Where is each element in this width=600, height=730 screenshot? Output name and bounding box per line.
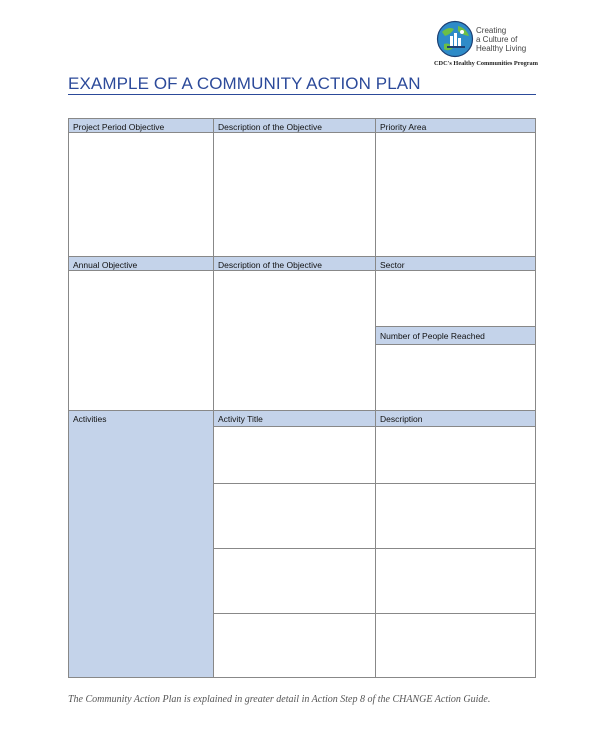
annual-objective-cell[interactable] <box>68 270 214 411</box>
footer-note: The Community Action Plan is explained in greater detail in Action Step 8 of the CHANGE Action Guide. <box>68 694 491 705</box>
header-sector <box>375 256 536 271</box>
number-of-people-reached-cell[interactable] <box>375 344 536 411</box>
header-label: Annual Objective <box>73 260 138 270</box>
activity-title-cell-2[interactable] <box>213 483 376 549</box>
activity-description-cell-3[interactable] <box>375 548 536 614</box>
activity-description-cell-1[interactable] <box>375 426 536 484</box>
header-label: Priority Area <box>380 122 427 132</box>
page-title: EXAMPLE OF A COMMUNITY ACTION PLAN <box>68 74 421 93</box>
header-annual-objective <box>68 256 214 271</box>
logo-line-2: a Culture of <box>476 35 518 44</box>
header-description <box>375 410 536 427</box>
header-label: Number of People Reached <box>380 331 485 341</box>
activity-title-cell-4[interactable] <box>213 613 376 678</box>
priority-area-cell[interactable] <box>375 132 536 257</box>
description-objective-1-cell[interactable] <box>213 132 376 257</box>
header-activity-title <box>213 410 376 427</box>
description-objective-2-cell[interactable] <box>213 270 376 411</box>
activity-title-cell-1[interactable] <box>213 426 376 484</box>
project-period-objective-cell[interactable] <box>68 132 214 257</box>
activity-description-cell-2[interactable] <box>375 483 536 549</box>
logo-line-3: Healthy Living <box>476 44 527 53</box>
header-label: Activities <box>73 414 107 424</box>
header-label: Sector <box>380 260 405 270</box>
header-label: Activity Title <box>218 414 263 424</box>
header-description-objective-2 <box>213 256 376 271</box>
header-priority-area <box>375 118 536 133</box>
activity-title-cell-3[interactable] <box>213 548 376 614</box>
header-label: Description of the Objective <box>218 122 322 132</box>
sector-cell[interactable] <box>375 270 536 327</box>
header-number-of-people-reached <box>375 326 536 345</box>
activities-column <box>68 410 214 678</box>
header-label: Project Period Objective <box>73 122 165 132</box>
header-description-objective-1 <box>213 118 376 133</box>
header-project-period-objective <box>68 118 214 133</box>
header-label: Description of the Objective <box>218 260 322 270</box>
logo-program-name: CDC's Healthy Communities Program <box>434 60 538 67</box>
logo-line-1: Creating <box>476 26 507 35</box>
activity-description-cell-4[interactable] <box>375 613 536 678</box>
header-label: Description <box>380 414 423 424</box>
